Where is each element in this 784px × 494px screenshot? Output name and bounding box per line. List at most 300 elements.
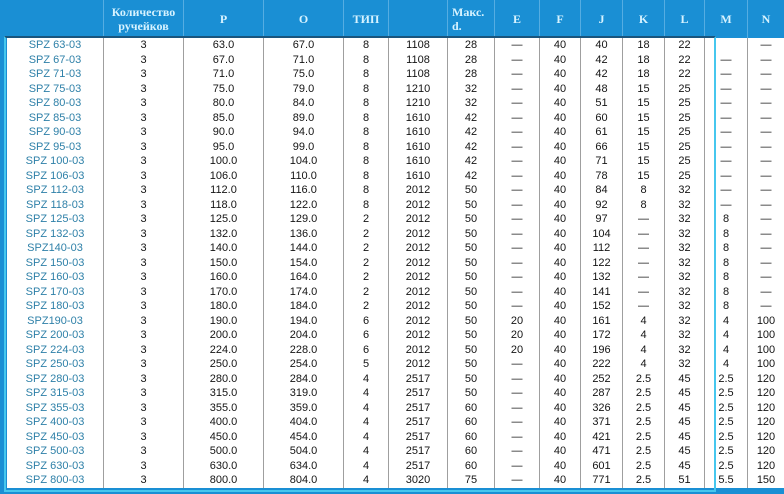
table-row bbox=[7, 96, 784, 111]
spec-value-cell: 50 bbox=[448, 372, 495, 387]
spec-value-cell: 42 bbox=[448, 111, 495, 126]
spec-value-cell: 42 bbox=[448, 140, 495, 155]
column-header-blank-0 bbox=[7, 0, 104, 38]
spec-value-cell: — bbox=[705, 125, 748, 140]
spec-value-cell: 5.5 bbox=[705, 473, 748, 488]
spec-value-cell: 18 bbox=[623, 38, 665, 53]
spec-value-cell: 2012 bbox=[389, 270, 448, 285]
column-header-7: E bbox=[495, 0, 540, 38]
spec-value-cell: — bbox=[495, 299, 540, 314]
table-row bbox=[7, 67, 784, 82]
spec-value-cell: 50 bbox=[448, 212, 495, 227]
spec-value-cell: 40 bbox=[581, 38, 623, 53]
spec-value-cell: 20 bbox=[495, 328, 540, 343]
model-link[interactable]: SPZ 90-03 bbox=[7, 125, 104, 140]
spec-value-cell: 2 bbox=[344, 212, 389, 227]
spec-value-cell: 634.0 bbox=[264, 459, 344, 474]
spec-value-cell: 3 bbox=[104, 198, 184, 213]
spec-value-cell: — bbox=[495, 154, 540, 169]
spec-value-cell: 40 bbox=[540, 357, 581, 372]
spec-value-cell: — bbox=[495, 53, 540, 68]
spec-value-cell: — bbox=[748, 270, 784, 285]
spec-value-cell: 3 bbox=[104, 357, 184, 372]
spec-value-cell: 4 bbox=[705, 343, 748, 358]
table-row bbox=[7, 198, 784, 213]
spec-value-cell: 3 bbox=[104, 270, 184, 285]
model-link[interactable]: SPZ 355-03 bbox=[7, 401, 104, 416]
spec-value-cell: 174.0 bbox=[264, 285, 344, 300]
table-row bbox=[7, 357, 784, 372]
spec-value-cell: 4 bbox=[344, 415, 389, 430]
column-header-1: Количество ручейков bbox=[104, 0, 184, 38]
spec-value-cell: 140.0 bbox=[184, 241, 264, 256]
spec-value-cell: 1610 bbox=[389, 169, 448, 184]
model-link[interactable]: SPZ 315-03 bbox=[7, 386, 104, 401]
spec-value-cell: 32 bbox=[665, 285, 705, 300]
spec-value-cell: 71 bbox=[581, 154, 623, 169]
spec-value-cell: 22 bbox=[665, 38, 705, 53]
model-link[interactable]: SPZ 71-03 bbox=[7, 67, 104, 82]
column-header-10: K bbox=[623, 0, 665, 38]
spec-value-cell: 63.0 bbox=[184, 38, 264, 53]
spec-value-cell: — bbox=[748, 154, 784, 169]
spec-value-cell: 50 bbox=[448, 270, 495, 285]
spec-value-cell: 50 bbox=[448, 299, 495, 314]
spec-value-cell: 8 bbox=[705, 299, 748, 314]
model-link[interactable]: SPZ 63-03 bbox=[7, 38, 104, 53]
spec-value-cell: 2517 bbox=[389, 415, 448, 430]
spec-value-cell: 50 bbox=[448, 198, 495, 213]
spec-value-cell: 40 bbox=[540, 227, 581, 242]
spec-value-cell: 118.0 bbox=[184, 198, 264, 213]
spec-value-cell: 79.0 bbox=[264, 82, 344, 97]
model-link[interactable]: SPZ140-03 bbox=[7, 241, 104, 256]
spec-value-cell: 4 bbox=[344, 444, 389, 459]
spec-value-cell: — bbox=[495, 372, 540, 387]
spec-value-cell: 112.0 bbox=[184, 183, 264, 198]
spec-value-cell: 8 bbox=[705, 241, 748, 256]
spec-value-cell: — bbox=[495, 386, 540, 401]
model-link[interactable]: SPZ 80-03 bbox=[7, 96, 104, 111]
spec-value-cell: 2 bbox=[344, 241, 389, 256]
model-link[interactable]: SPZ 200-03 bbox=[7, 328, 104, 343]
spec-value-cell: 3 bbox=[104, 53, 184, 68]
spec-value-cell: 100 bbox=[748, 328, 784, 343]
spec-value-cell: — bbox=[623, 299, 665, 314]
spec-value-cell: 4 bbox=[623, 357, 665, 372]
spec-value-cell: 250.0 bbox=[184, 357, 264, 372]
spec-value-cell: 6 bbox=[344, 343, 389, 358]
spec-value-cell: 100.0 bbox=[184, 154, 264, 169]
spec-value-cell: 3 bbox=[104, 96, 184, 111]
spec-value-cell: 2012 bbox=[389, 357, 448, 372]
spec-value-cell: 125.0 bbox=[184, 212, 264, 227]
spec-value-cell: 40 bbox=[540, 386, 581, 401]
model-link[interactable]: SPZ 180-03 bbox=[7, 299, 104, 314]
spec-value-cell: — bbox=[495, 82, 540, 97]
spec-value-cell: 4 bbox=[623, 343, 665, 358]
spec-value-cell: 2.5 bbox=[623, 473, 665, 488]
spec-value-cell: 100 bbox=[748, 343, 784, 358]
spec-value-cell: 2517 bbox=[389, 430, 448, 445]
spec-value-cell: 200.0 bbox=[184, 328, 264, 343]
spec-value-cell: 141 bbox=[581, 285, 623, 300]
spec-value-cell: 40 bbox=[540, 198, 581, 213]
spec-value-cell: 32 bbox=[665, 256, 705, 271]
spec-value-cell: 359.0 bbox=[264, 401, 344, 416]
table-header-row bbox=[7, 0, 784, 38]
spec-value-cell: 3 bbox=[104, 299, 184, 314]
spec-value-cell: 3 bbox=[104, 154, 184, 169]
spec-value-cell: 1610 bbox=[389, 154, 448, 169]
spec-value-cell: 804.0 bbox=[264, 473, 344, 488]
spec-value-cell: 80.0 bbox=[184, 96, 264, 111]
spec-value-cell: 45 bbox=[665, 444, 705, 459]
spec-value-cell: 284.0 bbox=[264, 372, 344, 387]
spec-value-cell: 2.5 bbox=[705, 430, 748, 445]
spec-value-cell: 771 bbox=[581, 473, 623, 488]
spec-value-cell: — bbox=[748, 227, 784, 242]
table-row bbox=[7, 82, 784, 97]
table-row bbox=[7, 430, 784, 445]
spec-value-cell: — bbox=[495, 241, 540, 256]
spec-value-cell: 40 bbox=[540, 415, 581, 430]
spec-value-cell: 500.0 bbox=[184, 444, 264, 459]
spec-value-cell: 25 bbox=[665, 169, 705, 184]
spec-value-cell: 40 bbox=[540, 140, 581, 155]
spec-value-cell: 112 bbox=[581, 241, 623, 256]
table-row bbox=[7, 459, 784, 474]
spec-value-cell: 8 bbox=[344, 96, 389, 111]
model-link[interactable]: SPZ 250-03 bbox=[7, 357, 104, 372]
table-row bbox=[7, 401, 784, 416]
spec-value-cell: 8 bbox=[344, 183, 389, 198]
spec-value-cell: 32 bbox=[665, 198, 705, 213]
spec-value-cell: 106.0 bbox=[184, 169, 264, 184]
spec-value-cell: 32 bbox=[665, 357, 705, 372]
spec-value-cell: 32 bbox=[665, 270, 705, 285]
spec-value-cell: 25 bbox=[665, 96, 705, 111]
spec-value-cell: 51 bbox=[581, 96, 623, 111]
table-row bbox=[7, 444, 784, 459]
spec-value-cell: 50 bbox=[448, 343, 495, 358]
spec-value-cell: — bbox=[495, 183, 540, 198]
spec-value-cell: 60 bbox=[448, 459, 495, 474]
spec-value-cell: 45 bbox=[665, 459, 705, 474]
model-link[interactable]: SPZ 280-03 bbox=[7, 372, 104, 387]
spec-value-cell: 228.0 bbox=[264, 343, 344, 358]
spec-value-cell: 40 bbox=[540, 314, 581, 329]
spec-value-cell: 1210 bbox=[389, 96, 448, 111]
spec-value-cell: 25 bbox=[665, 82, 705, 97]
spec-value-cell: 450.0 bbox=[184, 430, 264, 445]
spec-value-cell: 180.0 bbox=[184, 299, 264, 314]
spec-value-cell: 8 bbox=[705, 256, 748, 271]
table-row bbox=[7, 53, 784, 68]
spec-value-cell: 50 bbox=[448, 256, 495, 271]
spec-value-cell: 4 bbox=[344, 473, 389, 488]
spec-value-cell: 67.0 bbox=[264, 38, 344, 53]
spec-value-cell: — bbox=[748, 299, 784, 314]
spec-value-cell: 2.5 bbox=[705, 459, 748, 474]
spec-value-cell: — bbox=[748, 111, 784, 126]
spec-value-cell: 40 bbox=[540, 430, 581, 445]
spec-value-cell: — bbox=[495, 227, 540, 242]
spec-value-cell: 3 bbox=[104, 386, 184, 401]
spec-value-cell: 471 bbox=[581, 444, 623, 459]
spec-value-cell: 630.0 bbox=[184, 459, 264, 474]
spec-value-cell: 3 bbox=[104, 241, 184, 256]
spec-value-cell: — bbox=[495, 444, 540, 459]
model-link[interactable]: SPZ 224-03 bbox=[7, 343, 104, 358]
spec-value-cell: 3 bbox=[104, 256, 184, 271]
spec-value-cell: 371 bbox=[581, 415, 623, 430]
spec-value-cell: 1108 bbox=[389, 67, 448, 82]
spec-value-cell: 129.0 bbox=[264, 212, 344, 227]
spec-value-cell: 144.0 bbox=[264, 241, 344, 256]
model-link[interactable]: SPZ 800-03 bbox=[7, 473, 104, 488]
spec-value-cell: 326 bbox=[581, 401, 623, 416]
spec-value-cell: 2.5 bbox=[623, 386, 665, 401]
spec-value-cell: 2 bbox=[344, 227, 389, 242]
spec-value-cell: 20 bbox=[495, 343, 540, 358]
spec-value-cell: 28 bbox=[448, 67, 495, 82]
model-link[interactable]: SPZ 400-03 bbox=[7, 415, 104, 430]
model-link[interactable]: SPZ 85-03 bbox=[7, 111, 104, 126]
table-row bbox=[7, 212, 784, 227]
spec-value-cell: 50 bbox=[448, 357, 495, 372]
spec-value-cell: 2.5 bbox=[705, 415, 748, 430]
spec-value-cell: 8 bbox=[344, 154, 389, 169]
model-link[interactable]: SPZ 160-03 bbox=[7, 270, 104, 285]
column-header-3: O bbox=[264, 0, 344, 38]
spec-value-cell: 120 bbox=[748, 401, 784, 416]
spec-value-cell: 78 bbox=[581, 169, 623, 184]
spec-value-cell: 90.0 bbox=[184, 125, 264, 140]
table-row bbox=[7, 38, 784, 53]
spec-value-cell: 454.0 bbox=[264, 430, 344, 445]
spec-value-cell: 8 bbox=[344, 53, 389, 68]
spec-value-cell: 32 bbox=[665, 299, 705, 314]
spec-value-cell: 2012 bbox=[389, 241, 448, 256]
spec-value-cell: — bbox=[495, 415, 540, 430]
spec-value-cell: 50 bbox=[448, 183, 495, 198]
spec-value-cell: 22 bbox=[665, 53, 705, 68]
spec-value-cell: — bbox=[495, 125, 540, 140]
spec-value-cell: 18 bbox=[623, 67, 665, 82]
table-row bbox=[7, 169, 784, 184]
model-link[interactable]: SPZ190-03 bbox=[7, 314, 104, 329]
spec-value-cell: — bbox=[495, 140, 540, 155]
spec-value-cell: — bbox=[705, 96, 748, 111]
spec-value-cell: 3 bbox=[104, 212, 184, 227]
spec-value-cell: — bbox=[495, 111, 540, 126]
spec-value-cell: 40 bbox=[540, 67, 581, 82]
spec-value-cell: 8 bbox=[705, 285, 748, 300]
spec-value-cell: 2517 bbox=[389, 459, 448, 474]
spec-value-cell: — bbox=[748, 212, 784, 227]
spec-value-cell: 3 bbox=[104, 430, 184, 445]
table-row bbox=[7, 328, 784, 343]
spec-value-cell: 3 bbox=[104, 227, 184, 242]
spec-value-cell: — bbox=[705, 169, 748, 184]
spec-value-cell: 40 bbox=[540, 183, 581, 198]
spec-value-cell: 1210 bbox=[389, 82, 448, 97]
spec-value-cell: 32 bbox=[448, 82, 495, 97]
column-header-4: ТИП bbox=[344, 0, 389, 38]
column-header-12: M bbox=[705, 0, 748, 38]
column-header-13: N bbox=[748, 0, 784, 38]
spec-value-cell: 132 bbox=[581, 270, 623, 285]
spec-value-cell: 3 bbox=[104, 111, 184, 126]
table-row bbox=[7, 372, 784, 387]
spec-value-cell: 2 bbox=[344, 299, 389, 314]
model-link[interactable]: SPZ 100-03 bbox=[7, 154, 104, 169]
spec-value-cell: — bbox=[705, 53, 748, 68]
model-link[interactable]: SPZ 106-03 bbox=[7, 169, 104, 184]
spec-value-cell: 85.0 bbox=[184, 111, 264, 126]
spec-value-cell: 61 bbox=[581, 125, 623, 140]
spec-value-cell: 97 bbox=[581, 212, 623, 227]
spec-value-cell: — bbox=[705, 154, 748, 169]
spec-value-cell: 99.0 bbox=[264, 140, 344, 155]
model-link[interactable]: SPZ 132-03 bbox=[7, 227, 104, 242]
spec-value-cell: 60 bbox=[581, 111, 623, 126]
spec-value-cell: 196 bbox=[581, 343, 623, 358]
spec-value-cell: — bbox=[748, 241, 784, 256]
spec-value-cell: 40 bbox=[540, 256, 581, 271]
model-link[interactable]: SPZ 170-03 bbox=[7, 285, 104, 300]
spec-value-cell: 319.0 bbox=[264, 386, 344, 401]
model-link[interactable]: SPZ 118-03 bbox=[7, 198, 104, 213]
spec-value-cell: 45 bbox=[665, 430, 705, 445]
spec-value-cell: 15 bbox=[623, 111, 665, 126]
spec-value-cell: — bbox=[748, 140, 784, 155]
spec-value-cell: 40 bbox=[540, 299, 581, 314]
spec-value-cell: 601 bbox=[581, 459, 623, 474]
spec-value-cell: 110.0 bbox=[264, 169, 344, 184]
spec-value-cell: 8 bbox=[705, 227, 748, 242]
spec-value-cell: 84 bbox=[581, 183, 623, 198]
spec-value-cell: 287 bbox=[581, 386, 623, 401]
spec-value-cell: 6 bbox=[344, 328, 389, 343]
spec-value-cell: 40 bbox=[540, 328, 581, 343]
column-header-9: J bbox=[581, 0, 623, 38]
spec-value-cell: 8 bbox=[344, 140, 389, 155]
spec-value-cell: 18 bbox=[623, 53, 665, 68]
spec-value-cell: 89.0 bbox=[264, 111, 344, 126]
spec-value-cell: 315.0 bbox=[184, 386, 264, 401]
spec-value-cell: 8 bbox=[344, 169, 389, 184]
spec-value-cell: 94.0 bbox=[264, 125, 344, 140]
spec-value-cell: 4 bbox=[705, 328, 748, 343]
spec-value-cell: 120 bbox=[748, 415, 784, 430]
spec-value-cell: 2517 bbox=[389, 372, 448, 387]
spec-value-cell: 45 bbox=[665, 372, 705, 387]
spec-value-cell: 3 bbox=[104, 125, 184, 140]
spec-value-cell: 2012 bbox=[389, 256, 448, 271]
model-link[interactable]: SPZ 450-03 bbox=[7, 430, 104, 445]
spec-value-cell: 3 bbox=[104, 444, 184, 459]
spec-value-cell: 504.0 bbox=[264, 444, 344, 459]
model-link[interactable]: SPZ 500-03 bbox=[7, 444, 104, 459]
spec-value-cell: 4 bbox=[344, 386, 389, 401]
spec-value-cell: — bbox=[495, 96, 540, 111]
spec-value-cell: — bbox=[748, 256, 784, 271]
model-link[interactable]: SPZ 150-03 bbox=[7, 256, 104, 271]
table-head bbox=[7, 0, 784, 38]
spec-value-cell: 50 bbox=[448, 227, 495, 242]
spec-value-cell: 40 bbox=[540, 401, 581, 416]
spec-value-cell: 2.5 bbox=[705, 401, 748, 416]
spec-value-cell: 40 bbox=[540, 125, 581, 140]
spec-value-cell: 51 bbox=[665, 473, 705, 488]
spec-value-cell: 75.0 bbox=[184, 82, 264, 97]
model-link[interactable]: SPZ 67-03 bbox=[7, 53, 104, 68]
spec-value-cell: 40 bbox=[540, 82, 581, 97]
spec-value-cell: 2.5 bbox=[705, 372, 748, 387]
spec-value-cell: — bbox=[623, 212, 665, 227]
spec-value-cell: 104 bbox=[581, 227, 623, 242]
spec-value-cell: 3020 bbox=[389, 473, 448, 488]
table-row bbox=[7, 343, 784, 358]
spec-value-cell: 60 bbox=[448, 401, 495, 416]
model-link[interactable]: SPZ 125-03 bbox=[7, 212, 104, 227]
table-row bbox=[7, 386, 784, 401]
spec-value-cell: — bbox=[495, 357, 540, 372]
spec-value-cell: 152 bbox=[581, 299, 623, 314]
spec-value-cell: — bbox=[705, 82, 748, 97]
spec-value-cell: 3 bbox=[104, 169, 184, 184]
spec-value-cell: 150 bbox=[748, 473, 784, 488]
spec-value-cell: 32 bbox=[665, 183, 705, 198]
spec-value-cell: 28 bbox=[448, 38, 495, 53]
spec-value-cell: — bbox=[623, 256, 665, 271]
spec-value-cell: 40 bbox=[540, 459, 581, 474]
spec-value-cell: 32 bbox=[665, 241, 705, 256]
spec-value-cell: — bbox=[495, 38, 540, 53]
spec-value-cell: 42 bbox=[448, 125, 495, 140]
spec-value-cell: 3 bbox=[104, 372, 184, 387]
spec-value-cell: 20 bbox=[495, 314, 540, 329]
model-link[interactable]: SPZ 112-03 bbox=[7, 183, 104, 198]
spec-value-cell: — bbox=[495, 473, 540, 488]
spec-value-cell bbox=[705, 38, 748, 53]
model-link[interactable]: SPZ 630-03 bbox=[7, 459, 104, 474]
spec-value-cell: 2517 bbox=[389, 401, 448, 416]
model-link[interactable]: SPZ 95-03 bbox=[7, 140, 104, 155]
spec-value-cell: 40 bbox=[540, 241, 581, 256]
spec-value-cell: 8 bbox=[344, 38, 389, 53]
spec-value-cell: 254.0 bbox=[264, 357, 344, 372]
spec-value-cell: 355.0 bbox=[184, 401, 264, 416]
spec-value-cell: — bbox=[705, 67, 748, 82]
spec-value-cell: 2.5 bbox=[623, 372, 665, 387]
table-row bbox=[7, 299, 784, 314]
spec-value-cell: 8 bbox=[705, 270, 748, 285]
model-link[interactable]: SPZ 75-03 bbox=[7, 82, 104, 97]
spec-value-cell: 40 bbox=[540, 169, 581, 184]
spec-value-cell: 25 bbox=[665, 140, 705, 155]
spec-value-cell: 50 bbox=[448, 386, 495, 401]
spec-value-cell: 8 bbox=[344, 198, 389, 213]
spec-value-cell: 40 bbox=[540, 343, 581, 358]
table-row bbox=[7, 227, 784, 242]
table-row bbox=[7, 241, 784, 256]
spec-value-cell: — bbox=[495, 270, 540, 285]
spec-value-cell: 132.0 bbox=[184, 227, 264, 242]
spec-value-cell: — bbox=[705, 198, 748, 213]
